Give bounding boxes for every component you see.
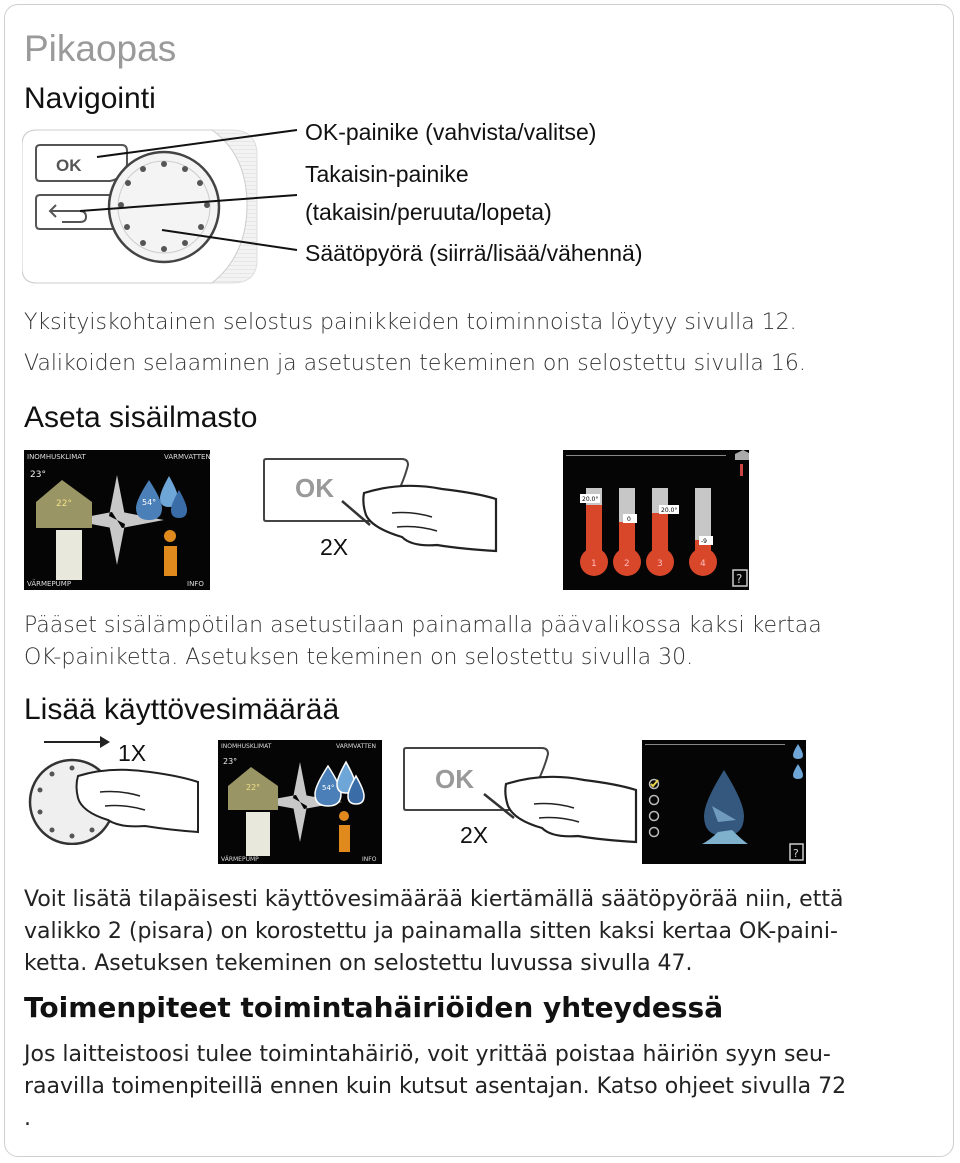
house-icon (36, 480, 92, 528)
dial-turn-count: 1X (118, 740, 147, 766)
hotwater-heading: Lisää käyttövesimäärää (24, 693, 340, 726)
svg-text:54°: 54° (322, 784, 335, 792)
svg-text:OK: OK (435, 764, 474, 794)
svg-text:2: 2 (624, 559, 630, 569)
page-title: Pikaopas (24, 28, 177, 69)
water-drop-icon (315, 762, 364, 806)
indoor-heading: Aseta sisäilmasto (24, 401, 258, 434)
troubleshoot-heading: Toimenpiteet toimintahäiriöiden yhteydessä (24, 991, 724, 1024)
back-button-label-detail: (takaisin/peruuta/lopeta) (305, 199, 552, 225)
dial-turn-illustration (20, 730, 200, 845)
svg-text:20.0°: 20.0° (582, 496, 599, 503)
troubleshoot-description-2: raavilla toimenpiteillä ennen kuin kutsut asentajan. Katso ohjeet sivulla 72 (24, 1074, 847, 1099)
svg-text:4: 4 (700, 559, 706, 569)
help-icon (733, 570, 747, 586)
main-menu-screen-water (218, 740, 382, 864)
hotwater-description-2: valikko 2 (pisara) on korostettu ja painamalla sitten kaksi kertaa OK-paini- (24, 919, 838, 944)
svg-text:20.0°: 20.0° (661, 507, 678, 514)
back-button-label: Takaisin-painike (305, 161, 469, 187)
navigation-description-2: Valikoiden selaaminen ja asetusten tekeminen on selostettu sivulla 16. (24, 351, 806, 376)
dial-label: Säätöpyörä (siirrä/lisää/vähennä) (305, 240, 643, 266)
ok-press-illustration (262, 453, 502, 565)
indoor-description-2: OK-painiketta. Asetuksen tekeminen on selostettu sivulla 30. (24, 645, 694, 670)
svg-text:INOMHUSKLIMAT: INOMHUSKLIMAT (221, 743, 272, 750)
svg-text:22°: 22° (246, 783, 261, 792)
troubleshoot-description-3: . (24, 1106, 31, 1131)
ok-press-illustration-2 (402, 742, 642, 854)
svg-text:INOMHUSKLIMAT: INOMHUSKLIMAT (27, 453, 86, 461)
indoor-description-1: Pääset sisälämpötilan asetustilaan painamalla päävalikossa kaksi kertaa (24, 613, 822, 638)
navigation-heading: Navigointi (24, 82, 156, 115)
info-icon (164, 530, 177, 576)
svg-text:23°: 23° (30, 470, 46, 480)
ok-button-label: OK-painike (vahvista/valitse) (305, 119, 597, 145)
hand-icon (363, 486, 496, 551)
svg-text:OK: OK (295, 473, 334, 503)
water-drop-icon (702, 770, 748, 844)
hotwater-screen (642, 740, 806, 864)
svg-text:22°: 22° (56, 499, 72, 509)
thermometer-icon (580, 488, 717, 576)
svg-text:?: ? (793, 847, 799, 860)
hand-icon (505, 777, 636, 842)
hotwater-description-1: Voit lisätä tilapäisesti käyttövesimäärää kiertämällä säätöpyörää niin, että (24, 887, 844, 912)
help-icon (790, 844, 803, 860)
troubleshoot-description-1: Jos laitteistoosi tulee toimintahäiriö, voit yrittää poistaa häiriön syyn seu- (24, 1042, 831, 1067)
hotwater-description-3: ketta. Asetuksen tekeminen on selostettu luvussa sivulla 47. (24, 951, 693, 976)
svg-text:VARMVATTEN: VARMVATTEN (336, 743, 377, 750)
svg-text:23°: 23° (223, 757, 238, 766)
ok-button-icon[interactable] (36, 145, 127, 181)
svg-text:INFO: INFO (187, 580, 204, 588)
svg-text:0: 0 (627, 516, 631, 523)
svg-text:VARMVATTEN: VARMVATTEN (164, 453, 210, 461)
svg-text:VÄRMEPUMP: VÄRMEPUMP (27, 580, 72, 588)
svg-text:INFO: INFO (362, 856, 377, 863)
svg-text:?: ? (736, 572, 743, 586)
svg-text:-9: -9 (701, 538, 707, 545)
temperature-screen (563, 450, 749, 590)
ok-press-count-2: 2X (460, 822, 489, 848)
svg-text:OK: OK (56, 156, 82, 175)
ok-press-count: 2X (320, 534, 349, 560)
svg-text:3: 3 (657, 559, 663, 569)
svg-text:1: 1 (591, 559, 597, 569)
svg-text:54°: 54° (142, 498, 157, 507)
water-drop-icon (136, 476, 187, 520)
svg-text:VÄRMEPUMP: VÄRMEPUMP (221, 856, 259, 863)
main-menu-screen (24, 450, 210, 590)
navigation-description-1: Yksityiskohtainen selostus painikkeiden toiminnoista löytyy sivulla 12. (24, 310, 797, 335)
